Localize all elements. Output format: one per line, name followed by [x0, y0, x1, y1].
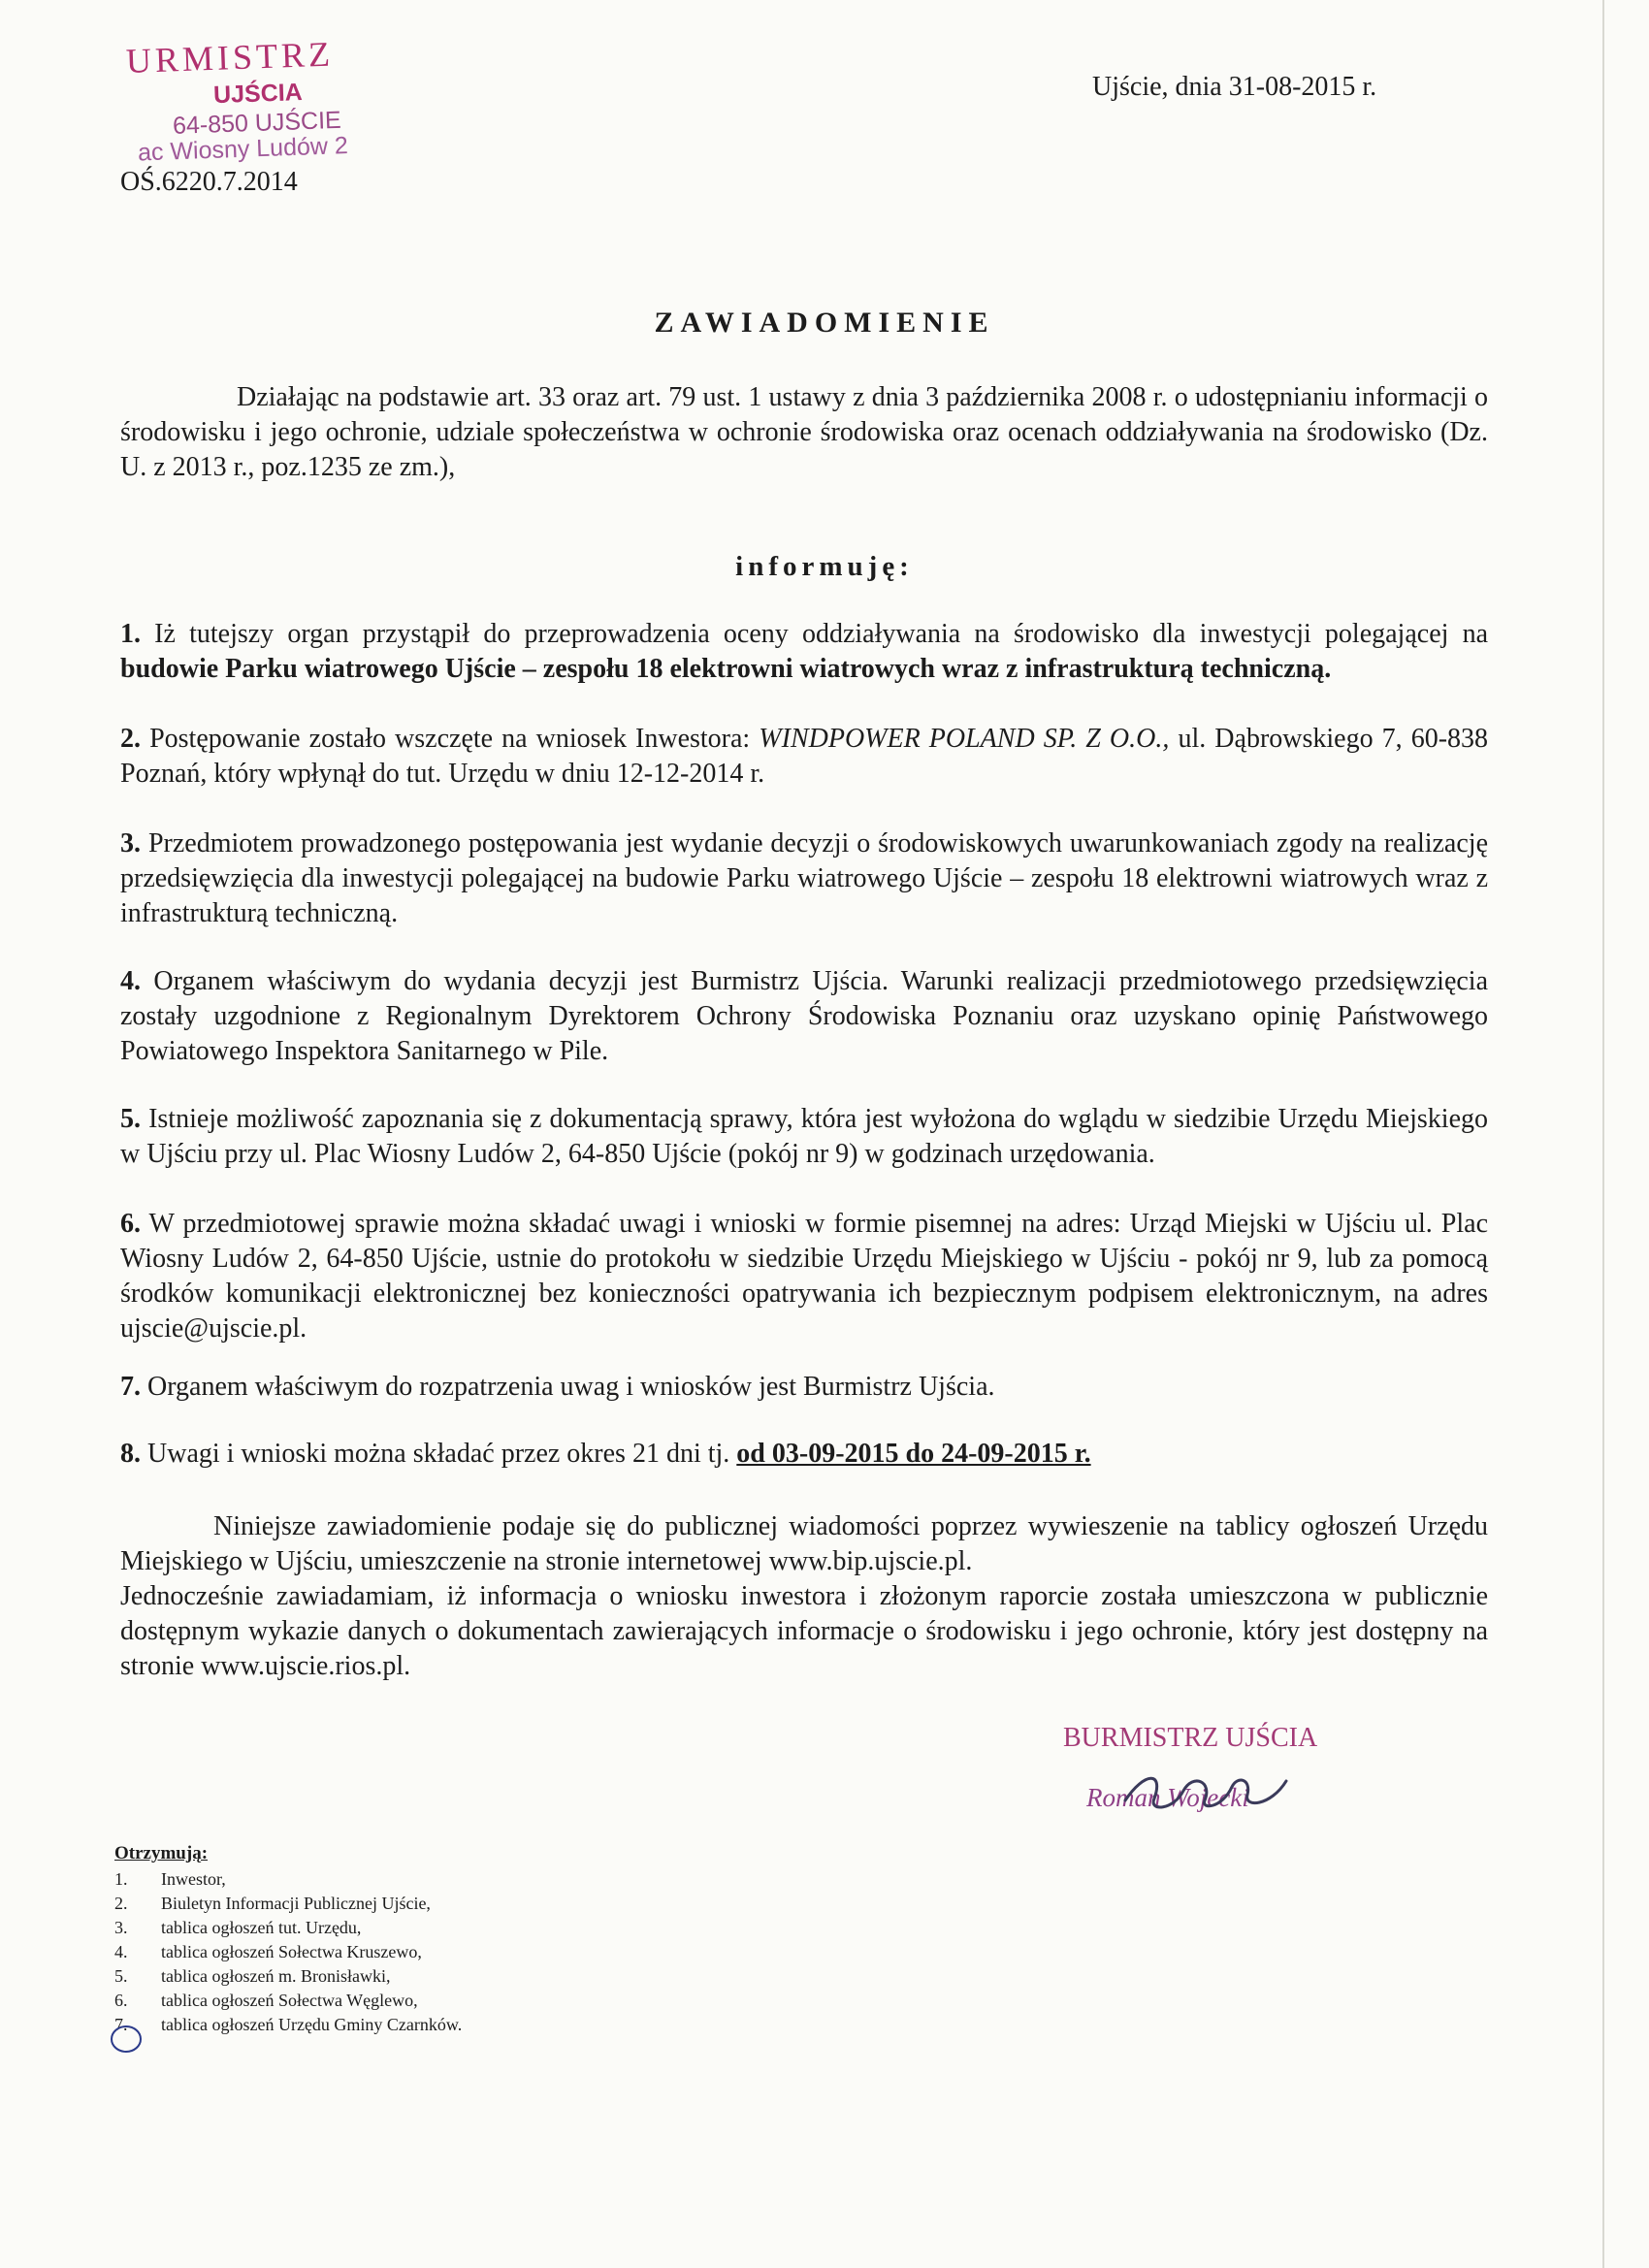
list-item: 5. tablica ogłoszeń m. Bronisławki, [114, 1966, 391, 1986]
item-text: W przedmiotowej sprawie można składać uwagi i wnioski w formie pisemnej na adres: Urząd Miejski w Ujściu ul. Plac Wiosny Ludów 2, 64-850 Ujście, ustnie do protokołu w siedzibie Urzędu Miejskiego w Ujściu - pokój nr 9, lub za pomocą środków komunikacji elektronicznej bez konieczności opatrywania ich bezpiecznym podpisem elektronicznym, na adres ujscie@ujscie.pl. [120, 1209, 1488, 1344]
item-number: 4. [120, 966, 141, 996]
item-text: ul. Dąbrowskiego 7, 60-838 Poznań, który wpłynął do tut. Urzędu w dniu 12-12-2014 r. [120, 724, 1489, 789]
item-number: 7. [120, 1372, 141, 1402]
item-text: Organem właściwym do wydania decyzji jest Burmistrz Ujścia. Warunki realizacji przedmiotowego przedsięwzięcia zostały uzgodnione z Regionalnym Dyrektorem Ochrony Środowiska Poznaniu oraz uzyskano opinię Państwowego Powiatowego Inspektora Sanitarnego w Pile. [120, 966, 1489, 1066]
reference-number: OŚ.6220.7.2014 [120, 167, 298, 197]
stamp-line-2: UJŚCIA [212, 78, 304, 110]
item-2 [120, 722, 1488, 792]
intro-paragraph: Działając na podstawie art. 33 oraz art. 79 ust. 1 ustawy z dnia 3 października 2008 r. o udostępnianiu informacji o środowisku i jego ochronie, udziale społeczeństwa w ochronie środowiska oraz ocenach oddziaływania na środowisko (Dz. U. z 2013 r., poz.1235 ze zm.), [120, 382, 1488, 482]
official-stamp [125, 34, 446, 167]
recipients [114, 1867, 462, 2037]
signatory-title: BURMISTRZ UJŚCIA [1063, 1723, 1318, 1753]
item-4 [120, 964, 1488, 1069]
closing-paragraph: Niniejsze zawiadomienie podaje się do publicznej wiadomości poprzez wywieszenie na tablicy ogłoszeń Urzędu Miejskiego w Ujściu, umieszczenie na stronie internetowej www.bip.ujscie.pl. [120, 1511, 1488, 1576]
item-7 [120, 1370, 1488, 1405]
list-item: 2. Biuletyn Informacji Publicznej Ujście, [114, 1894, 431, 1913]
comment-period: od 03-09-2015 do 24-09-2015 r. [736, 1439, 1091, 1469]
document-title: ZAWIADOMIENIE [654, 307, 995, 339]
item-text: Organem właściwym do rozpatrzenia uwag i wniosków jest Burmistrz Ujścia. [147, 1372, 995, 1402]
item-number: 2. [120, 724, 141, 754]
list-item: 4. tablica ogłoszeń Sołectwa Kruszewo, [114, 1942, 422, 1961]
scan-edge [1602, 0, 1604, 2268]
list-item: 3. tablica ogłoszeń tut. Urzędu, [114, 1918, 362, 1937]
item-6 [120, 1207, 1488, 1346]
list-item: 6. tablica ogłoszeń Sołectwa Węglewo, [114, 1991, 418, 2010]
additional-notice-paragraph: Jednocześnie zawiadamiam, iż informacja o wniosku inwestora i złożonym raporcie została umieszczona w publicznie dostępnym wykazie danych o dokumentach zawierających informacje o środowisku i jego ochronie, który jest dostępny na stronie www.ujscie.rios.pl. [120, 1581, 1488, 1681]
item-3 [120, 826, 1488, 931]
stamp-line-3: 64-850 UJŚCIE [172, 106, 342, 140]
list-item: 7. tablica ogłoszeń Urzędu Gminy Czarnków. [114, 2015, 463, 2034]
recipients-heading: Otrzymują: [114, 1843, 209, 1863]
item-5 [120, 1102, 1488, 1172]
item-text: Istnieje możliwość zapoznania się z dokumentacją sprawy, która jest wyłożona do wglądu w siedzibie Urzędu Miejskiego w Ujściu przy ul. Plac Wiosny Ludów 2, 64-850 Ujście (pokój nr 9) w godzinach urzędowania. [120, 1104, 1488, 1169]
investor-name: WINDPOWER POLAND SP. Z O.O., [759, 724, 1170, 754]
item-text: Uwagi i wnioski można składać przez okres 21 dni tj. [147, 1439, 730, 1469]
recipients-list [114, 1841, 462, 2037]
signatory-name: Roman Wojecki [1086, 1783, 1249, 1812]
item-1 [120, 617, 1488, 687]
stamp-line-1: URMISTRZ [125, 34, 335, 81]
pen-circle-icon [107, 2020, 146, 2058]
item-number: 1. [120, 619, 141, 649]
item-text: Przedmiotem prowadzonego postępowania jest wydanie decyzji o środowiskowych uwarunkowaniach zgody na realizację przedsięwzięcia dla inwestycji polegającej na budowie Parku wiatrowego Ujście – zespołu 18 elektrowni wiatrowych wraz z infrastrukturą techniczną. [120, 828, 1488, 928]
item-number: 3. [120, 828, 141, 859]
stamp-line-4: ac Wiosny Ludów 2 [137, 131, 349, 167]
informuje-heading: informuję: [735, 551, 914, 582]
document-date: Ujście, dnia 31-08-2015 r. [1092, 72, 1377, 102]
item-number: 8. [120, 1439, 141, 1469]
list-item: 1. Inwestor, [114, 1869, 226, 1889]
item-number: 5. [120, 1104, 141, 1134]
handwritten-signature-icon [1116, 1762, 1310, 1820]
item-8 [120, 1437, 1488, 1472]
item-text: Iż tutejszy organ przystąpił do przeprowadzenia oceny oddziaływania na środowisko dla inwestycji polegającej na [154, 619, 1488, 649]
item-text: Postępowanie zostało wszczęte na wniosek Inwestora: [149, 724, 751, 754]
item-number: 6. [120, 1209, 141, 1239]
item-text-bold: budowie Parku wiatrowego Ujście – zespołu 18 elektrowni wiatrowych wraz z infrastrukturą techniczną. [120, 654, 1332, 684]
